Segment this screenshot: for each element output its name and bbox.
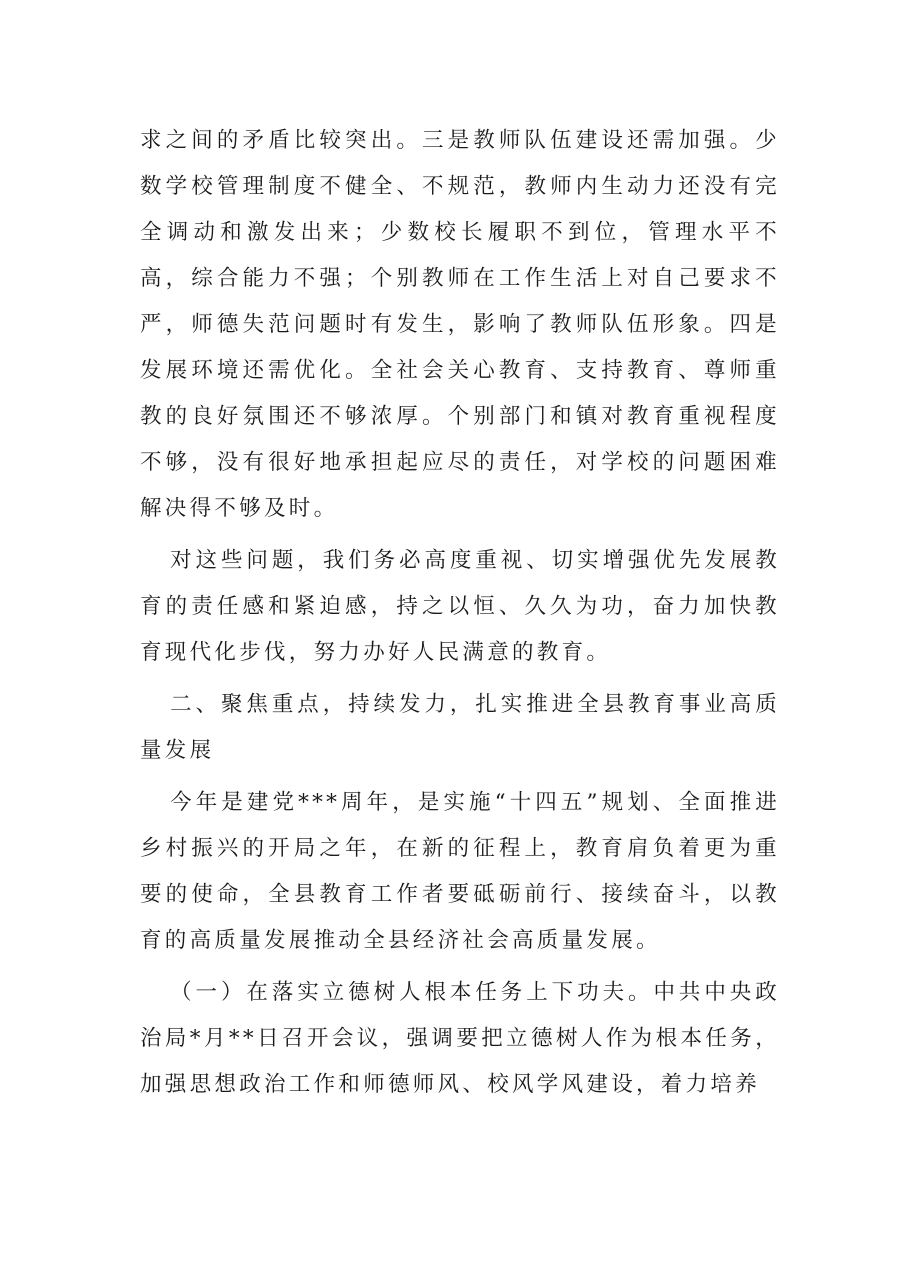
document-body <box>140 118 780 1114</box>
paragraph-this-year: 今年是建党***周年，是实施“十四五”规划、全面推进乡村振兴的开局之年，在新的征程上，教育肩负着更为重要的使命，全县教育工作者要砥砺前行、接续奋斗，以教育的高质量发展推动全县经济社会高质量发展。 <box>140 790 780 953</box>
paragraph-attention-to-problems: 对这些问题，我们务必高度重视、切实增强优先发展教育的责任感和紧迫感，持之以恒、久久为功，奋力加快教育现代化步伐，努力办好人民满意的教育。 <box>140 548 780 665</box>
paragraph-teacher-team-and-environment: 求之间的矛盾比较突出。三是教师队伍建设还需加强。少数学校管理制度不健全、不规范，教师内生动力还没有完全调动和激发出来；少数校长履职不到位，管理水平不高，综合能力不强；个别教师在工作生活上对自己要求不严，师德失范问题时有发生，影响了教师队伍形象。四是发展环境还需优化。全社会关心教育、支持教育、尊师重教的良好氛围还不够浓厚。个别部门和镇对教育重视程度不够，没有很好地承担起应尽的责任，对学校的问题困难解决得不够及时。 <box>140 128 780 521</box>
section-heading-two: 二、聚焦重点，持续发力，扎实推进全县教育事业高质量发展 <box>140 692 780 763</box>
paragraph-subsection-one: （一）在落实立德树人根本任务上下功夫。中共中央政治局*月**日召开会议，强调要把立德树人作为根本任务，加强思想政治工作和师德师风、校风学风建设，着力培养 <box>140 980 780 1097</box>
